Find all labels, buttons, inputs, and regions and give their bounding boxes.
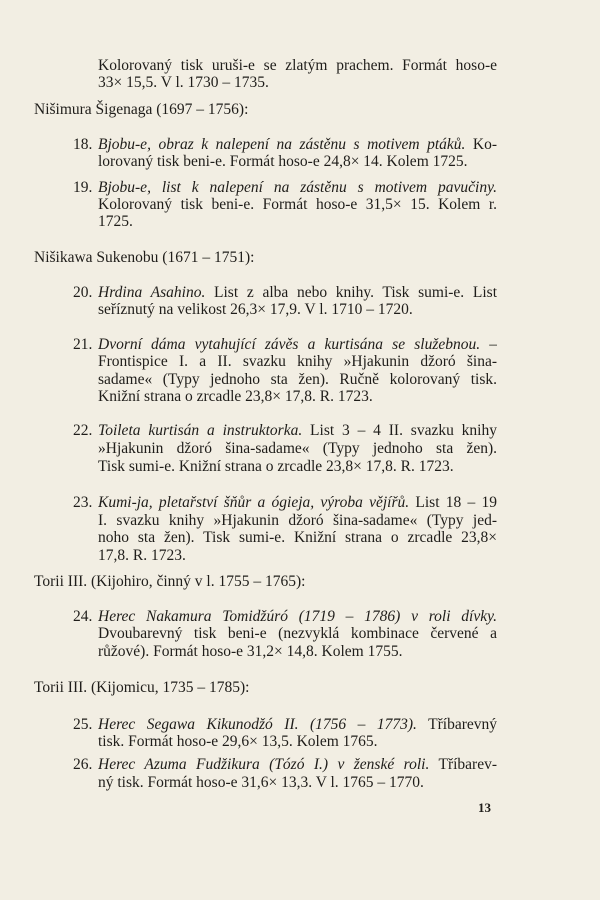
catalog-entry-line xyxy=(98,608,497,626)
catalog-entry-line xyxy=(98,153,468,171)
text-segment: tisk. Formát hoso-e 29,6× 13,5. Kolem 1765. xyxy=(98,733,378,750)
catalog-entry-line xyxy=(98,458,454,476)
catalog-entry-line xyxy=(98,440,497,458)
catalog-entry-line xyxy=(98,774,424,792)
entry-number: 22. xyxy=(73,422,93,439)
entry-number: 23. xyxy=(73,494,93,511)
text-segment: seříznutý na velikost 26,3× 17,9. V l. 1710 – 1720. xyxy=(98,301,413,318)
text-segment: I. svazku knihy »Hjakunin džoró šina-sadame« (Typy jed- xyxy=(98,512,497,529)
continuation-line xyxy=(98,74,269,92)
catalog-entry-line xyxy=(98,716,497,734)
catalog-entry-line xyxy=(98,422,497,440)
text-segment: Kolorovaný tisk uruši-e se zlatým prachem. Formát hoso-e xyxy=(98,57,497,74)
italic-title-text: Toileta kurtisán a instruktorka. xyxy=(98,422,303,439)
text-segment: Knižní strana o zrcadle 23,8× 17,8. R. 1723. xyxy=(98,388,373,405)
artist-heading: Torii III. (Kijomicu, 1735 – 1785): xyxy=(34,679,250,696)
italic-title-text: Hrdina Asahino. xyxy=(98,284,206,301)
entry-number: 24. xyxy=(73,608,93,625)
entry-number: 19. xyxy=(73,179,93,196)
text-segment: Frontispice I. a II. svazku knihy »Hjakunin džoró šina- xyxy=(98,353,497,370)
text-segment: Dvoubarevný tisk beni-e (nezvyklá kombinace červené a xyxy=(98,625,497,642)
text-segment: noho sta žen). Tisk sumi-e. Knižní strana o zrcadle 23,8× xyxy=(98,529,497,546)
catalog-entry-line xyxy=(98,353,497,371)
catalog-entry-line xyxy=(98,136,497,154)
entry-number: 18. xyxy=(73,136,93,153)
text-segment: 33× 15,5. V l. 1730 – 1735. xyxy=(98,74,269,91)
italic-title-text: Kumi-ja, pletařství šňůr a ógieja, výroba vějířů. xyxy=(98,494,410,511)
continuation-line xyxy=(98,57,497,75)
text-segment: Ko- xyxy=(465,136,497,153)
entry-number: 20. xyxy=(73,284,93,301)
text-segment: 17,8. R. 1723. xyxy=(98,547,186,564)
italic-title-text: Herec Azuma Fudžikura (Tózó I.) v ženské roli. xyxy=(98,756,430,773)
entry-number: 21. xyxy=(73,336,93,353)
catalog-entry-line xyxy=(98,388,373,406)
catalog-entry-line xyxy=(98,179,497,197)
italic-title-text: Herec Nakamura Tomidžúró (1719 – 1786) v roli dívky. xyxy=(98,608,497,625)
entry-number: 26. xyxy=(73,756,93,773)
italic-title-text: Bjobu-e, obraz k nalepení na zástěnu s motivem ptáků. xyxy=(98,136,466,153)
catalog-entry-line xyxy=(98,336,497,354)
text-segment: sadame« (Typy jednoho sta žen). Ručně kolorovaný tisk. xyxy=(98,371,497,388)
text-segment: List 18 – 19 xyxy=(409,494,497,511)
catalog-entry-line xyxy=(98,494,497,512)
text-segment: List z alba nebo knihy. Tisk sumi-e. List xyxy=(205,284,497,301)
catalog-entry-line xyxy=(98,284,497,302)
text-segment: růžové). Formát hoso-e 31,2× 14,8. Kolem 1755. xyxy=(98,643,403,660)
artist-heading: Nišimura Šigenaga (1697 – 1756): xyxy=(34,101,249,118)
catalog-entry-line xyxy=(98,733,378,751)
catalog-entry-line xyxy=(98,371,497,389)
italic-title-text: Bjobu-e, list k nalepení na zástěnu s motivem pavučiny. xyxy=(98,179,497,196)
catalog-entry-line xyxy=(98,301,413,319)
text-segment: 1725. xyxy=(98,213,133,230)
text-segment: lorovaný tisk beni-e. Formát hoso-e 24,8× 14. Kolem 1725. xyxy=(98,153,468,170)
italic-title-text: Herec Segawa Kikunodžó II. (1756 – 1773). xyxy=(98,716,417,733)
text-segment: Tříbarevný xyxy=(416,716,497,733)
artist-heading: Torii III. (Kijohiro, činný v l. 1755 – 1765): xyxy=(34,573,306,590)
text-segment: Kolorovaný tisk beni-e. Formát hoso-e 31,5× 15. Kolem r. xyxy=(98,196,497,213)
catalog-entry-line xyxy=(98,529,497,547)
artist-heading: Nišikawa Sukenobu (1671 – 1751): xyxy=(34,249,255,266)
text-segment: »Hjakunin džoró šina-sadame« (Typy jednoho sta žen). xyxy=(98,440,497,457)
page-number: 13 xyxy=(478,800,491,815)
catalog-entry-line xyxy=(98,512,497,530)
catalog-entry-line xyxy=(98,756,497,774)
catalog-entry-line xyxy=(98,196,497,214)
text-segment: ný tisk. Formát hoso-e 31,6× 13,3. V l. 1765 – 1770. xyxy=(98,774,424,791)
catalog-entry-line xyxy=(98,643,402,661)
text-segment: Tříbarev- xyxy=(429,756,497,773)
catalog-entry-line xyxy=(98,213,133,231)
italic-title-text: Dvorní dáma vytahující závěs a kurtisána se služebnou. – xyxy=(98,336,497,353)
catalog-entry-line xyxy=(98,625,497,643)
catalog-entry-line xyxy=(98,547,186,565)
text-segment: List 3 – 4 II. svazku knihy xyxy=(302,422,497,439)
entry-number: 25. xyxy=(73,716,93,733)
text-segment: Tisk sumi-e. Knižní strana o zrcadle 23,8× 17,8. R. 1723. xyxy=(98,458,454,475)
